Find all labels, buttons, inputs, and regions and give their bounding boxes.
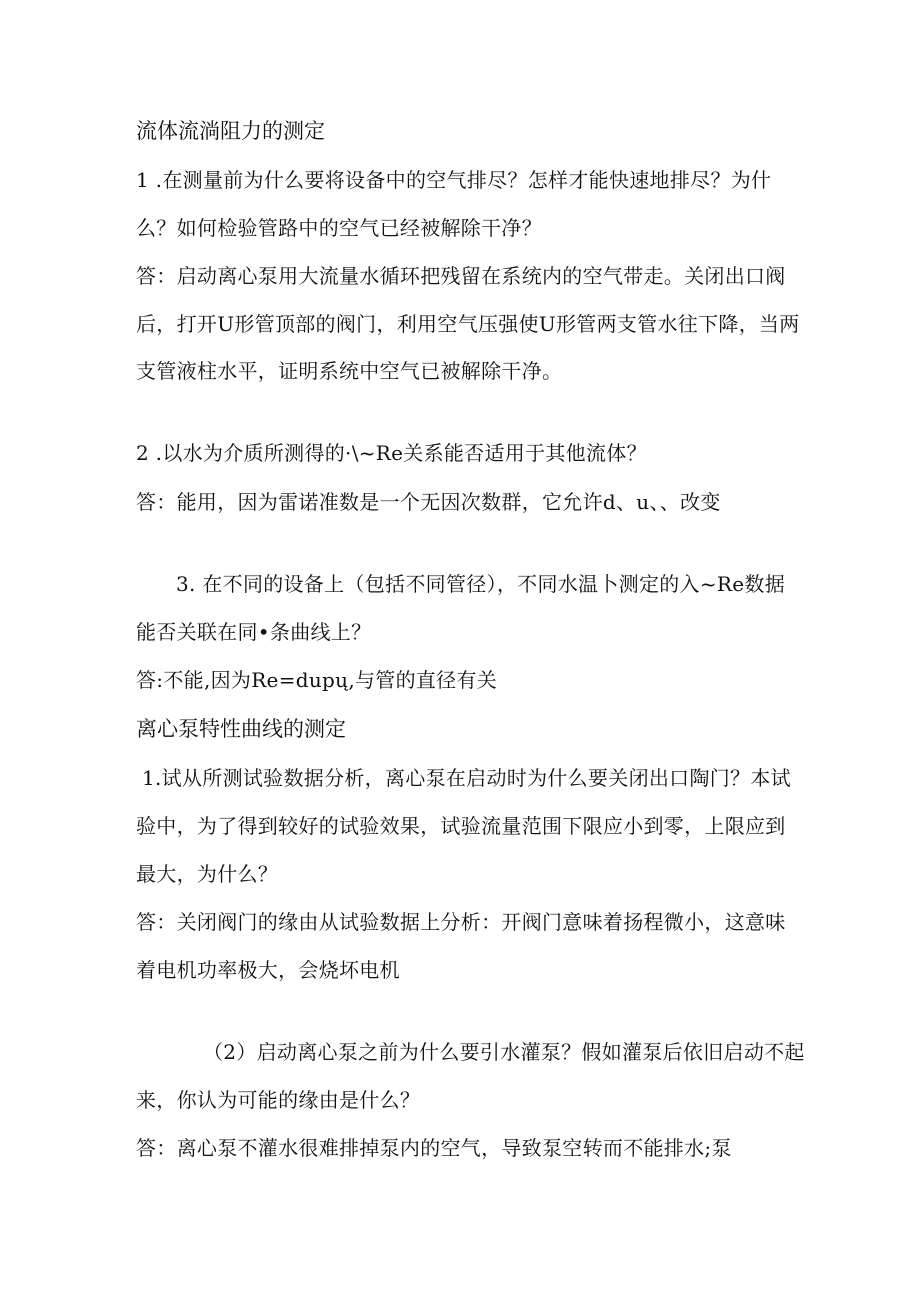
s2-q1-line1: 1.试从所测试验数据分析，离心泵在启动时为什么要关闭出口陶门？本试	[142, 766, 791, 790]
s2-q1-line2: 验中，为了得到较好的试验效果，试验流量范围下限应小到零，上限应到	[136, 814, 786, 838]
s1-q2-answer-line1: 答：能用，因为雷诺准数是一个无因次数群，它允许d、u、、改变	[136, 490, 721, 514]
s2-q1-answer-line2: 着电机功率极大，会烧坏电机	[136, 958, 400, 982]
s2-q1-answer-line1: 答：关闭阀门的缘由从试验数据上分析：开阀门意味着扬程微小，这意味	[136, 910, 786, 934]
s1-q1-answer-line3: 支管液柱水平，证明系统中空气已被解除干净。	[136, 359, 563, 383]
s2-q2-line2: 来，你认为可能的缘由是什么？	[136, 1088, 421, 1112]
section1-title: 流体流淌阻力的测定	[136, 119, 325, 143]
s2-q1-line3: 最大，为什么？	[136, 862, 279, 886]
s1-q1-answer-line2: 后，打开U形管顶部的阀门，利用空气压强使U形管两支管水往下降，当两	[136, 312, 800, 336]
s2-q2-line1: （2）启动离心泵之前为什么要引水灌泵？假如灌泵后依旧启动不起	[203, 1040, 805, 1064]
s1-q1-line2: 么？如何检验管路中的空气已经被解除干净？	[136, 216, 542, 240]
s1-q1-line1: 1 .在测量前为什么要将设备中的空气排尽？怎样才能快速地排尽？为什	[136, 168, 772, 192]
section2-title: 离心泵特性曲线的测定	[136, 717, 346, 741]
s1-q3-answer-line1: 答:不能,因为Re=dupų,与管的直径有关	[136, 668, 498, 692]
s1-q1-answer-line1: 答：启动离心泵用大流量水循环把残留在系统内的空气带走。关闭出口阀	[136, 264, 786, 288]
s1-q3-line1: 3. 在不同的设备上（包括不同管径），不同水温卜测定的入~Re数据	[176, 572, 785, 596]
s1-q3-line2: 能否关联在同•条曲线上？	[136, 620, 372, 644]
s2-q2-answer-line1: 答：离心泵不灌水很难排掉泵内的空气，导致泵空转而不能排水;泵	[136, 1136, 732, 1160]
s1-q2-line1: 2 .以水为介质所测得的·\~Re关系能否适用于其他流体？	[136, 441, 647, 465]
